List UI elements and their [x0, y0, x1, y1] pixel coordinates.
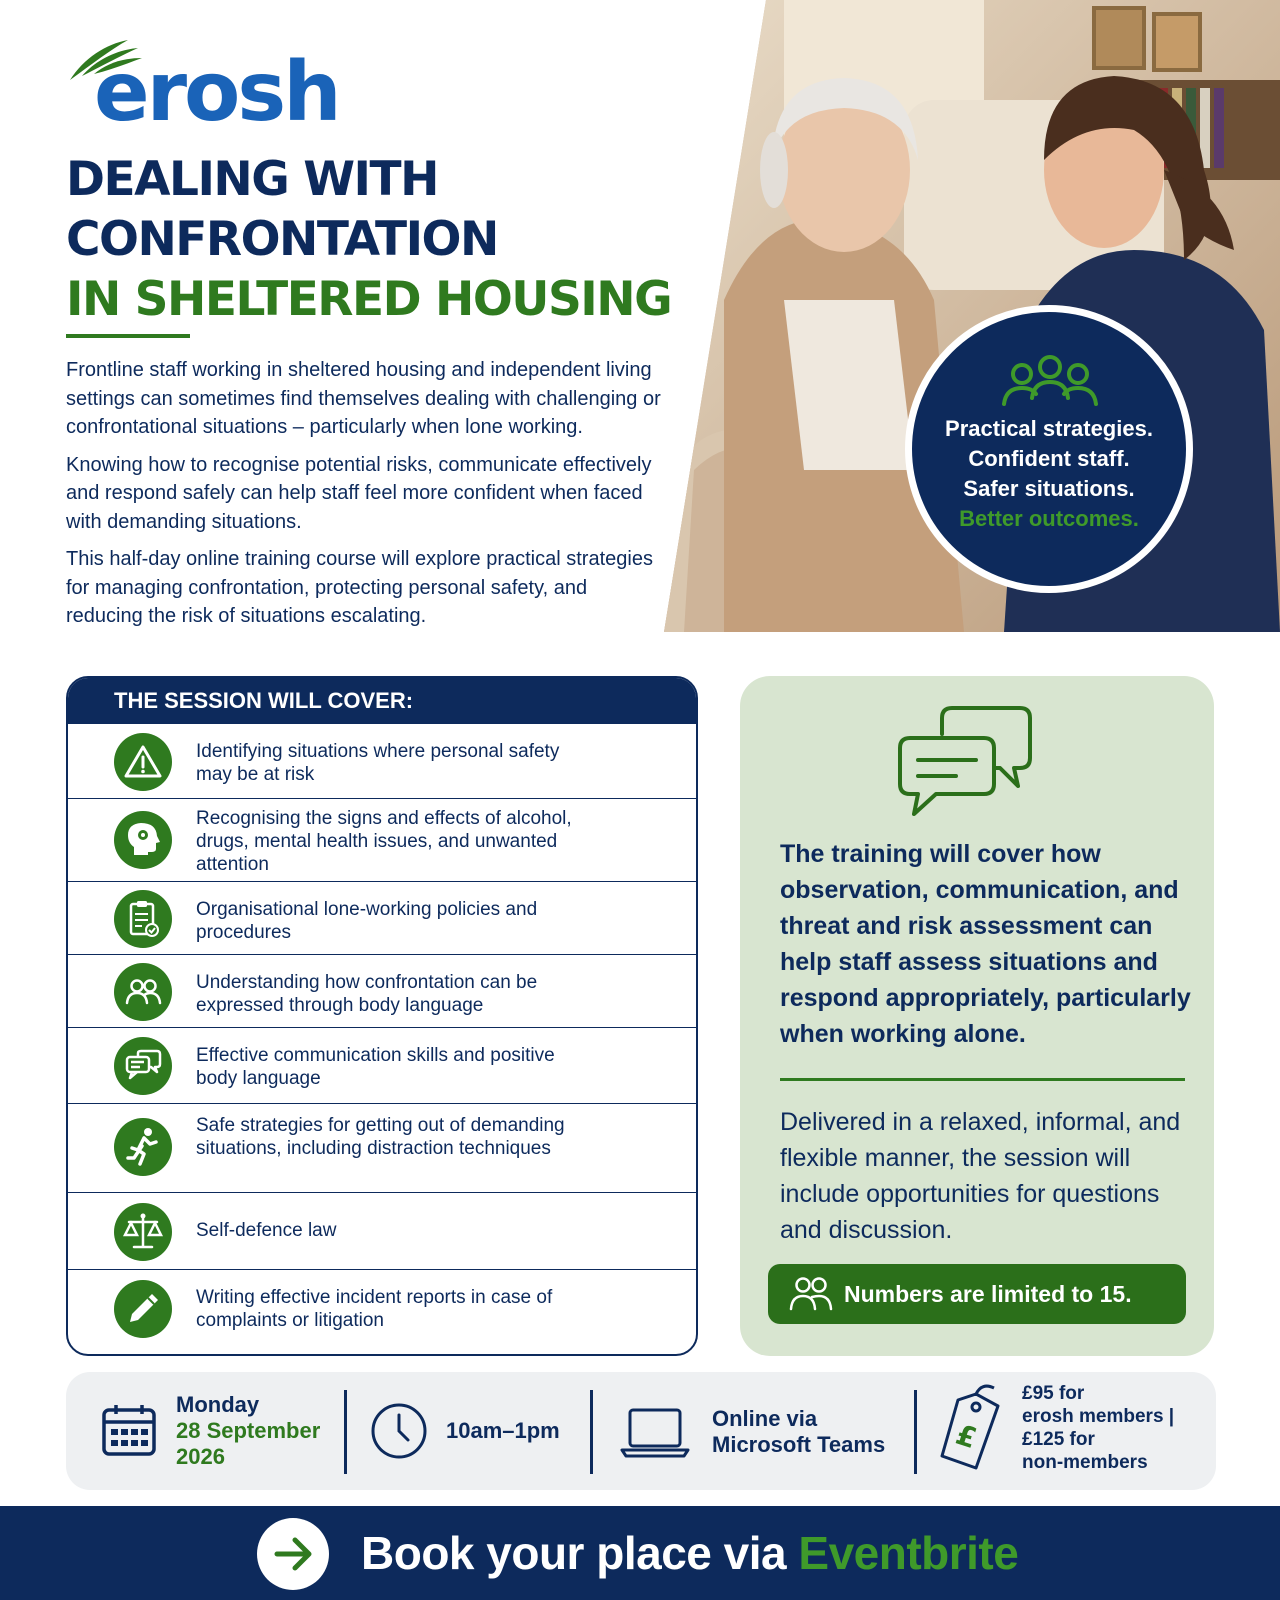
training-summary: The training will cover how observation, communication, and threat and risk assessment can help staff assess situations and respond appropriately, particularly when working alone.	[780, 840, 1191, 1048]
running-person-icon	[114, 1118, 172, 1176]
price-tag-icon	[936, 1380, 1006, 1481]
title-line-1: DEALING WITH	[66, 152, 438, 207]
title-line-2: CONFRONTATION	[66, 212, 498, 267]
event-price	[1022, 1382, 1174, 1474]
cover-item-text: Writing effective incident reports in case of complaints or litigation	[196, 1287, 553, 1331]
cover-item-text: Identifying situations where personal safety may be at risk	[196, 741, 560, 785]
event-date-line-2: 2026	[176, 1444, 225, 1469]
session-cover-box	[66, 676, 698, 1356]
info-separator	[344, 1390, 347, 1474]
title-line-3: IN SHELTERED HOUSING	[66, 272, 672, 327]
booking-cta[interactable]	[0, 1506, 1280, 1600]
laptop-icon	[620, 1406, 690, 1463]
intro-paragraph-3: This half-day online training course will explore practical strategies for managing confrontation, protecting personal safety, and reducing the risk of situations escalating.	[66, 548, 653, 627]
badge-line-4: Better outcomes.	[959, 506, 1139, 531]
tagline-badge	[905, 305, 1193, 593]
event-price-line-4: non-members	[1022, 1452, 1148, 1473]
title-divider	[66, 334, 190, 338]
chat-bubbles-icon	[114, 1037, 172, 1095]
head-gears-icon	[114, 811, 172, 869]
speech-bubbles-icon	[896, 702, 1036, 822]
cover-item-text: Recognising the signs and effects of alcohol, drugs, mental health issues, and unwanted attention	[196, 808, 572, 875]
event-price-line-3: £125 for	[1022, 1429, 1095, 1450]
arrow-right-icon[interactable]	[257, 1518, 329, 1590]
cover-item	[68, 1027, 696, 1103]
pencil-icon	[114, 1280, 172, 1338]
cover-item-text: Organisational lone-working policies and procedures	[196, 899, 538, 943]
people-icon	[114, 963, 172, 1021]
clock-icon	[370, 1402, 428, 1465]
cover-item-text: Self-defence law	[196, 1220, 337, 1241]
intro-paragraph-1: Frontline staff working in sheltered housing and independent living settings can sometimes find themselves dealing with challenging or confrontational situations – particularly when lone working.	[66, 359, 661, 438]
badge-line-1: Practical strategies.	[945, 416, 1153, 441]
booking-link[interactable]	[361, 1506, 1018, 1600]
calendar-icon	[100, 1402, 158, 1465]
page-title	[66, 150, 671, 330]
badge-text	[912, 414, 1186, 534]
svg-text:£: £	[951, 1417, 981, 1456]
people-icon	[788, 1276, 834, 1312]
eventbrite-link[interactable]: Eventbrite	[798, 1527, 1019, 1579]
delivery-description: Delivered in a relaxed, informal, and flexible manner, the session will include opportunities for questions and discussion.	[780, 1108, 1181, 1244]
booking-text: Book your place via	[361, 1527, 799, 1579]
training-info-panel	[740, 676, 1214, 1356]
panel-divider	[780, 1078, 1185, 1081]
info-separator	[590, 1390, 593, 1474]
numbers-limit-banner	[768, 1264, 1186, 1324]
cover-item-text: Understanding how confrontation can be expressed through body language	[196, 972, 538, 1016]
event-price-line-1: £95 for	[1022, 1383, 1085, 1404]
event-details-bar	[66, 1372, 1216, 1490]
cover-item	[68, 881, 696, 954]
logo-wordmark: erosh	[94, 45, 339, 140]
erosh-logo	[66, 36, 339, 140]
warning-icon	[114, 733, 172, 791]
intro-text	[66, 356, 666, 640]
scales-icon	[114, 1203, 172, 1261]
clipboard-check-icon	[114, 890, 172, 948]
cover-item	[68, 1192, 696, 1269]
event-venue-line-2: Microsoft Teams	[712, 1432, 886, 1457]
badge-line-3: Safer situations.	[963, 476, 1135, 501]
cover-item	[68, 798, 696, 881]
cover-item	[68, 1103, 696, 1192]
cover-item	[68, 723, 696, 798]
event-venue	[712, 1406, 885, 1458]
session-cover-heading: THE SESSION WILL COVER:	[68, 678, 696, 723]
cover-item-text: Safe strategies for getting out of demanding situations, including distraction techniques	[196, 1115, 565, 1159]
info-separator	[914, 1390, 917, 1474]
event-venue-line-1: Online via	[712, 1406, 818, 1431]
intro-paragraph-2: Knowing how to recognise potential risks, communicate effectively and respond safely can help staff feel more confident when faced with demanding situations.	[66, 453, 652, 533]
event-time: 10am–1pm	[446, 1418, 560, 1443]
event-price-line-2: erosh members |	[1022, 1406, 1175, 1427]
event-date-line-1: 28 September	[176, 1418, 321, 1443]
cover-item-text: Effective communication skills and positive body language	[196, 1045, 555, 1089]
event-date	[176, 1392, 320, 1470]
cover-item	[68, 1269, 696, 1356]
numbers-limit-text: Numbers are limited to 15.	[844, 1281, 1132, 1307]
cover-item	[68, 954, 696, 1027]
people-icon	[1000, 352, 1100, 408]
event-day: Monday	[176, 1392, 260, 1417]
badge-line-2: Confident staff.	[968, 446, 1130, 471]
